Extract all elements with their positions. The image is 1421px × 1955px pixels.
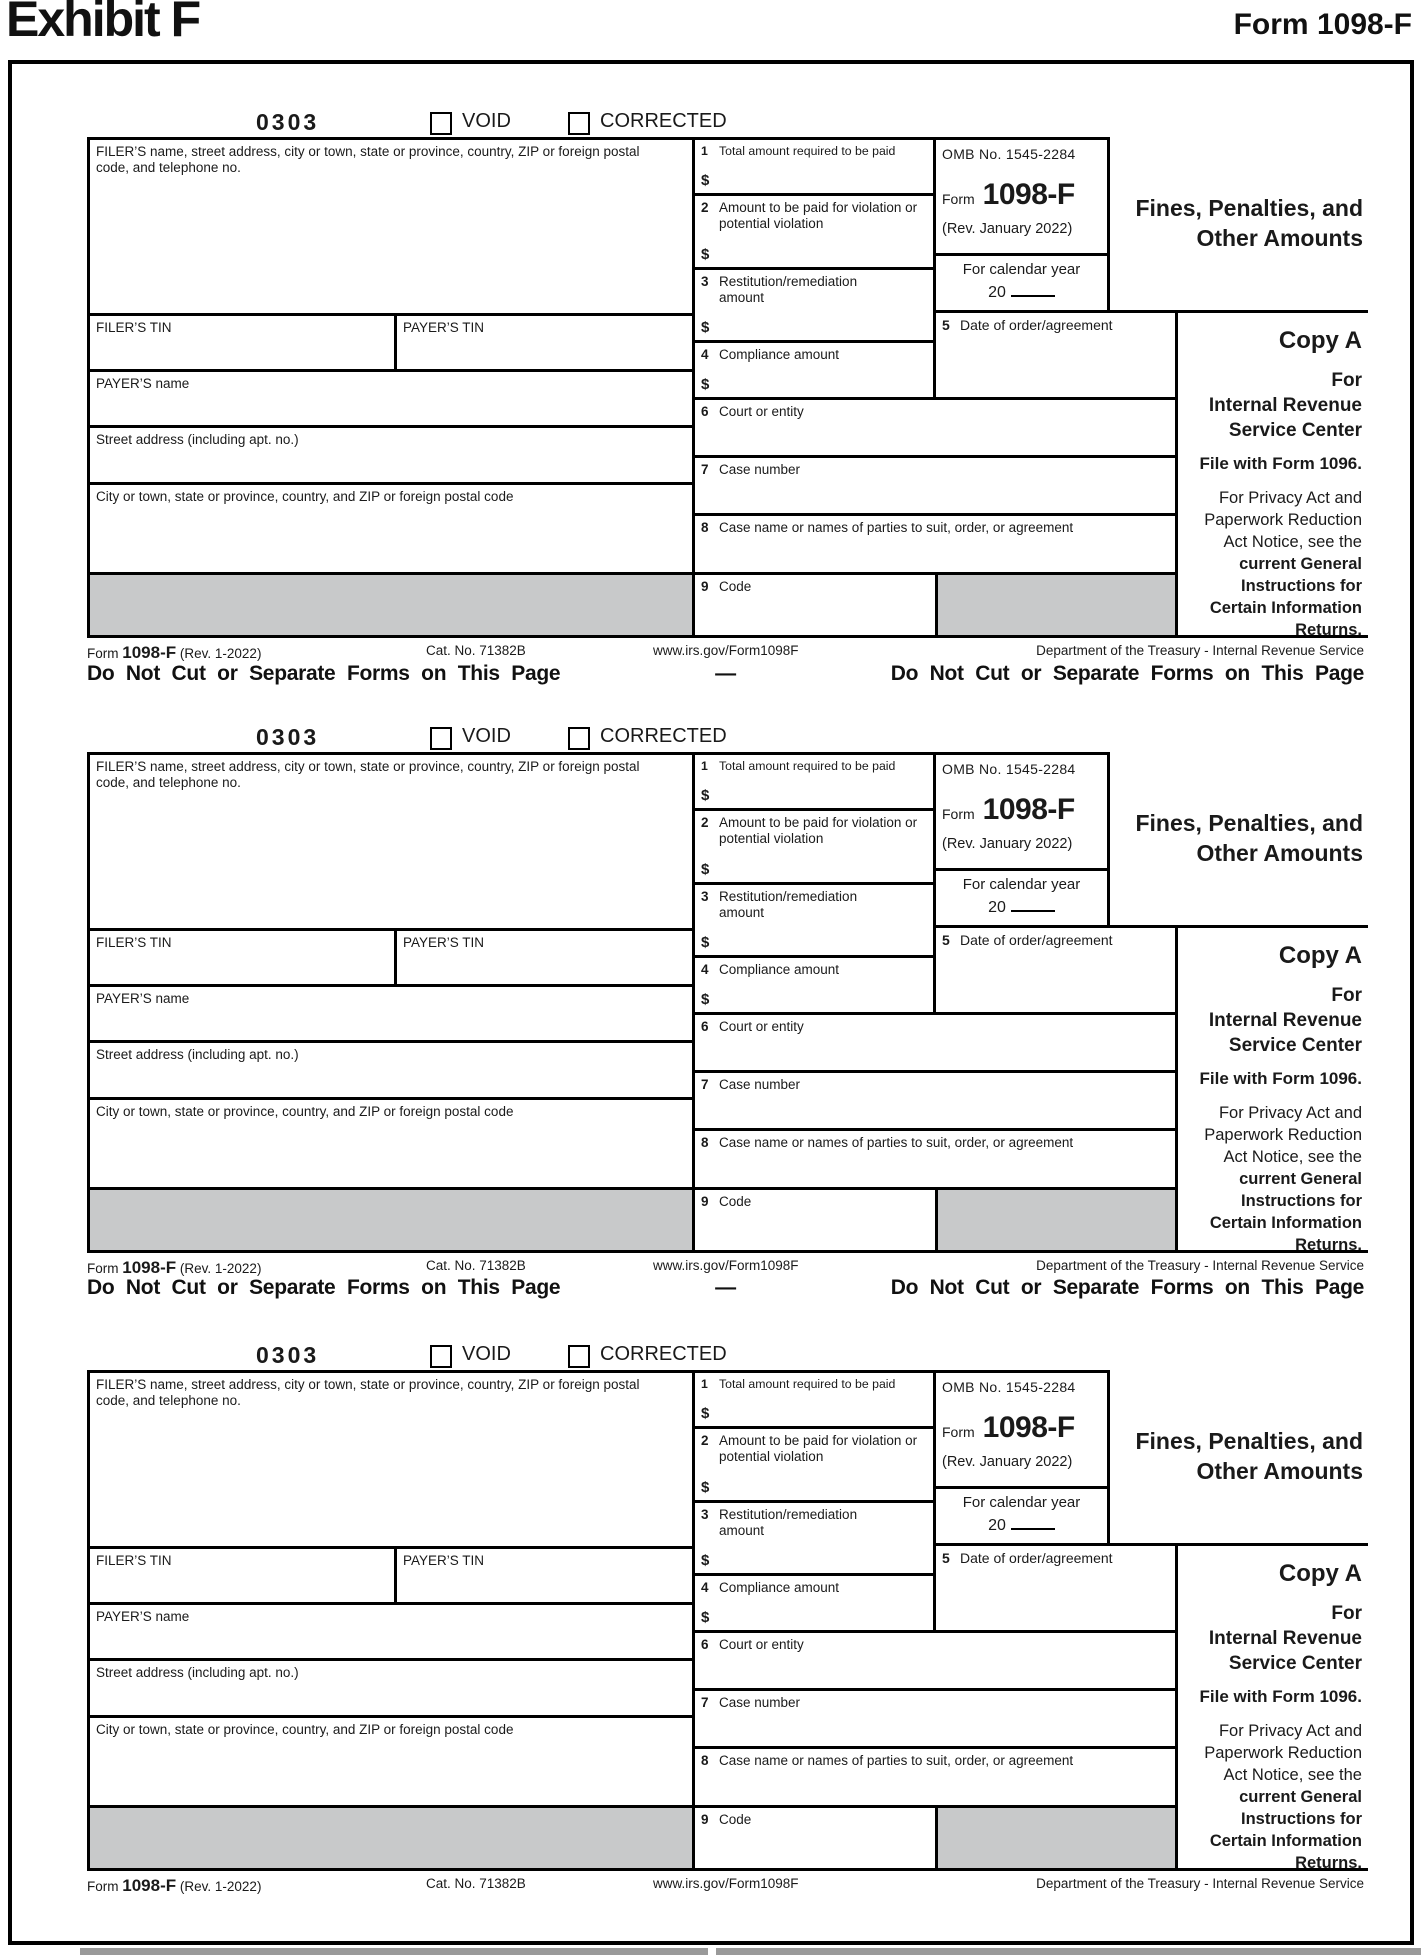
void-label: VOID	[462, 110, 511, 132]
box6-court-field[interactable]	[692, 1012, 1178, 1073]
calendar-year-blank[interactable]	[1011, 1516, 1055, 1530]
irs-url: www.irs.gov/Form1098F	[653, 1258, 799, 1273]
do-not-cut-separator-1	[87, 662, 1364, 690]
box6-label: Court or entity	[719, 1637, 804, 1652]
privacy-act-bold: current General Instructions for Certain Information Returns.	[1209, 555, 1362, 640]
box5-label: Date of order/agreement	[960, 1550, 1113, 1566]
box9-code-field[interactable]	[692, 1805, 938, 1871]
separator-dash: —	[715, 1276, 736, 1299]
box9-code-field[interactable]	[692, 572, 938, 638]
calendar-year-box[interactable]	[933, 868, 1110, 928]
box7-case-number-field[interactable]	[692, 1688, 1178, 1749]
city-state-zip-label: City or town, state or province, country, and ZIP or foreign postal code	[96, 489, 514, 504]
footer-form-id	[87, 1876, 261, 1896]
box1-number: 1	[701, 759, 708, 773]
dollar-sign: $	[701, 376, 710, 394]
city-state-zip-label: City or town, state or province, country, and ZIP or foreign postal code	[96, 1722, 514, 1737]
privacy-act-notice	[1182, 1720, 1362, 1874]
corrected-checkbox[interactable]	[568, 727, 590, 750]
privacy-act-plain: For Privacy Act and Paperwork Reduction Act Notice, see the	[1204, 1722, 1362, 1785]
treasury-department-line: Department of the Treasury - Internal Revenue Service	[1036, 643, 1364, 658]
dollar-sign: $	[701, 1609, 710, 1627]
filer-name-address-label: FILER’S name, street address, city or town, state or province, country, ZIP or foreign postal code, and telephone no.	[96, 144, 640, 175]
form-number: 1098-F	[982, 792, 1075, 826]
form-grid	[87, 1370, 1368, 1871]
dollar-sign: $	[701, 934, 710, 952]
privacy-act-plain: For Privacy Act and Paperwork Reduction Act Notice, see the	[1204, 1104, 1362, 1167]
irs-url: www.irs.gov/Form1098F	[653, 1876, 799, 1891]
box2-number: 2	[701, 200, 709, 215]
box2-violation-amount-field[interactable]	[692, 808, 936, 885]
copy-a-block	[1175, 310, 1368, 638]
city-state-zip-field[interactable]	[87, 1097, 695, 1190]
filer-name-address-label: FILER’S name, street address, city or town, state or province, country, ZIP or foreign postal code, and telephone no.	[96, 759, 640, 790]
calendar-year-box[interactable]	[933, 253, 1110, 313]
payer-name-field[interactable]	[87, 984, 695, 1043]
separator-phrase: Do Not Cut or Separate Forms on This Page	[87, 1276, 561, 1299]
box3-label: Restitution/remediation amount	[719, 1507, 858, 1538]
city-state-zip-label: City or town, state or province, country, and ZIP or foreign postal code	[96, 1104, 514, 1119]
box8-case-name-field[interactable]	[692, 1128, 1178, 1190]
box9-number: 9	[701, 1194, 709, 1209]
payer-tin-field[interactable]	[394, 313, 695, 372]
copy-a-for: For	[1331, 985, 1362, 1007]
box2-label: Amount to be paid for violation or potential violation	[719, 1433, 918, 1464]
form-code-0303: 0303	[256, 724, 320, 750]
dollar-sign: $	[701, 1552, 710, 1570]
revision-date: (Rev. January 2022)	[942, 835, 1073, 852]
footer-form-word: Form	[87, 646, 119, 661]
revision-date: (Rev. January 2022)	[942, 1453, 1073, 1470]
box8-label: Case name or names of parties to suit, order, or agreement	[719, 1135, 1074, 1150]
dollar-sign: $	[701, 1479, 710, 1497]
payer-name-field[interactable]	[87, 1602, 695, 1661]
form-title-fines-penalties	[1083, 193, 1363, 253]
filer-tin-label: FILER’S TIN	[96, 1553, 172, 1568]
box6-number: 6	[701, 404, 709, 419]
box4-label: Compliance amount	[719, 962, 840, 977]
box7-label: Case number	[719, 1695, 801, 1710]
form-masthead: Form 1098-F	[1233, 8, 1412, 41]
privacy-act-plain: For Privacy Act and Paperwork Reduction Act Notice, see the	[1204, 489, 1362, 552]
footer-form-number: 1098-F	[122, 643, 177, 662]
separator-dash: —	[715, 662, 736, 685]
box3-number: 3	[701, 1507, 709, 1522]
form-1098f-copy-2	[0, 700, 1421, 1285]
filer-tin-field[interactable]	[87, 313, 397, 372]
box8-number: 8	[701, 1135, 709, 1150]
box8-label: Case name or names of parties to suit, order, or agreement	[719, 1753, 1074, 1768]
form-word: Form	[942, 1423, 975, 1440]
dollar-sign: $	[701, 991, 710, 1009]
filer-tin-field[interactable]	[87, 1546, 397, 1605]
footer-form-word: Form	[87, 1879, 119, 1894]
privacy-act-notice	[1182, 487, 1362, 641]
privacy-act-bold: current General Instructions for Certain Information Returns.	[1209, 1788, 1362, 1873]
form-title-line1: Fines, Penalties, and	[1135, 1428, 1363, 1454]
box5-number: 5	[942, 932, 950, 948]
box4-label: Compliance amount	[719, 1580, 840, 1595]
box2-violation-amount-field[interactable]	[692, 1426, 936, 1503]
dollar-sign: $	[701, 861, 710, 879]
box9-number: 9	[701, 1812, 709, 1827]
box6-label: Court or entity	[719, 404, 804, 419]
box3-restitution-field[interactable]	[692, 267, 936, 343]
copy-a-irs-line: Internal Revenue	[1208, 1010, 1362, 1032]
privacy-act-notice	[1182, 1102, 1362, 1256]
shaded-cell-left	[87, 1187, 695, 1253]
form-title-line2: Other Amounts	[1196, 840, 1363, 866]
box3-label: Restitution/remediation amount	[719, 274, 858, 305]
copy-a-title: Copy A	[1278, 942, 1362, 969]
box2-label: Amount to be paid for violation or potential violation	[719, 815, 918, 846]
box4-compliance-field[interactable]	[692, 340, 936, 400]
box8-label: Case name or names of parties to suit, order, or agreement	[719, 520, 1074, 535]
copy-a-irs-line: Internal Revenue	[1208, 1628, 1362, 1650]
payer-name-label: PAYER’S name	[96, 991, 190, 1006]
street-address-label: Street address (including apt. no.)	[96, 1665, 299, 1680]
box7-label: Case number	[719, 462, 801, 477]
calendar-year-label: For calendar year	[962, 1494, 1081, 1511]
form-title-fines-penalties	[1083, 1426, 1363, 1486]
dollar-sign: $	[701, 319, 710, 337]
dollar-sign: $	[701, 246, 710, 264]
catalog-number: Cat. No. 71382B	[426, 1876, 526, 1891]
calendar-year-prefix: 20	[988, 283, 1006, 301]
box1-total-amount-field[interactable]	[692, 1370, 936, 1429]
street-address-field[interactable]	[87, 1040, 695, 1100]
form-code-0303: 0303	[256, 109, 320, 135]
treasury-department-line: Department of the Treasury - Internal Revenue Service	[1036, 1258, 1364, 1273]
footer-form-id	[87, 1258, 261, 1278]
form-word: Form	[942, 190, 975, 207]
copy-a-for: For	[1331, 1603, 1362, 1625]
form-word: Form	[942, 805, 975, 822]
box1-total-amount-field[interactable]	[692, 137, 936, 196]
footer-form-number: 1098-F	[122, 1258, 177, 1277]
calendar-year-label: For calendar year	[962, 876, 1081, 893]
copy-a-title: Copy A	[1278, 327, 1362, 354]
scan-edge-artifact	[80, 1948, 708, 1955]
box9-label: Code	[719, 1812, 752, 1827]
box6-court-field[interactable]	[692, 397, 1178, 458]
box4-compliance-field[interactable]	[692, 955, 936, 1015]
filer-tin-label: FILER’S TIN	[96, 935, 172, 950]
payer-name-field[interactable]	[87, 369, 695, 428]
separator-phrase: Do Not Cut or Separate Forms on This Page	[890, 1276, 1364, 1299]
box8-case-name-field[interactable]	[692, 1746, 1178, 1808]
box9-label: Code	[719, 579, 752, 594]
omb-number: OMB No. 1545-2284	[942, 146, 1076, 162]
corrected-label: CORRECTED	[600, 1343, 727, 1365]
payer-tin-field[interactable]	[394, 1546, 695, 1605]
filer-tin-field[interactable]	[87, 928, 397, 987]
form-title-line2: Other Amounts	[1196, 225, 1363, 251]
box4-number: 4	[701, 962, 709, 977]
box6-number: 6	[701, 1637, 709, 1652]
box9-number: 9	[701, 579, 709, 594]
copy-a-block	[1175, 925, 1368, 1253]
calendar-year-prefix: 20	[988, 1516, 1006, 1534]
box6-number: 6	[701, 1019, 709, 1034]
omb-number: OMB No. 1545-2284	[942, 761, 1076, 777]
footer-revision: (Rev. 1-2022)	[179, 1261, 262, 1276]
shaded-cell-left	[87, 572, 695, 638]
box4-label: Compliance amount	[719, 347, 840, 362]
box8-case-name-field[interactable]	[692, 513, 1178, 575]
privacy-act-bold: current General Instructions for Certain Information Returns.	[1209, 1170, 1362, 1255]
exhibit-title: Exhibit F	[6, 0, 200, 47]
payer-tin-field[interactable]	[394, 928, 695, 987]
separator-phrase: Do Not Cut or Separate Forms on This Page	[87, 662, 561, 685]
void-checkbox[interactable]	[430, 112, 452, 135]
copy-a-for: For	[1331, 370, 1362, 392]
box7-case-number-field[interactable]	[692, 455, 1178, 516]
form-code-0303: 0303	[256, 1342, 320, 1368]
city-state-zip-field[interactable]	[87, 1715, 695, 1808]
footer-revision: (Rev. 1-2022)	[179, 646, 262, 661]
box2-number: 2	[701, 815, 709, 830]
payer-tin-label: PAYER’S TIN	[403, 1553, 485, 1568]
box7-number: 7	[701, 1077, 709, 1092]
box8-number: 8	[701, 520, 709, 535]
box7-case-number-field[interactable]	[692, 1070, 1178, 1131]
box4-number: 4	[701, 347, 709, 362]
box2-violation-amount-field[interactable]	[692, 193, 936, 270]
copy-a-irs-line: Service Center	[1228, 1653, 1362, 1675]
box2-number: 2	[701, 1433, 709, 1448]
dollar-sign: $	[701, 1405, 710, 1423]
calendar-year-box[interactable]	[933, 1486, 1110, 1546]
treasury-department-line: Department of the Treasury - Internal Revenue Service	[1036, 1876, 1364, 1891]
box5-label: Date of order/agreement	[960, 932, 1113, 948]
copy-a-irs-line: Internal Revenue	[1208, 395, 1362, 417]
box5-date-field[interactable]	[933, 310, 1178, 400]
irs-url: www.irs.gov/Form1098F	[653, 643, 799, 658]
calendar-year-blank[interactable]	[1011, 283, 1055, 297]
void-checkbox[interactable]	[430, 727, 452, 750]
box3-label: Restitution/remediation amount	[719, 889, 858, 920]
box3-number: 3	[701, 889, 709, 904]
omb-number: OMB No. 1545-2284	[942, 1379, 1076, 1395]
payer-tin-label: PAYER’S TIN	[403, 935, 485, 950]
form-title-line1: Fines, Penalties, and	[1135, 195, 1363, 221]
file-with-form-1096: File with Form 1096.	[1199, 1687, 1362, 1707]
box5-date-field[interactable]	[933, 1543, 1178, 1633]
catalog-number: Cat. No. 71382B	[426, 643, 526, 658]
box1-label: Total amount required to be paid	[719, 144, 896, 158]
file-with-form-1096: File with Form 1096.	[1199, 1069, 1362, 1089]
form-title-line2: Other Amounts	[1196, 1458, 1363, 1484]
footer-revision: (Rev. 1-2022)	[179, 1879, 262, 1894]
form-1098f-copy-1	[0, 85, 1421, 670]
box5-date-field[interactable]	[933, 925, 1178, 1015]
box1-number: 1	[701, 144, 708, 158]
calendar-year-prefix: 20	[988, 898, 1006, 916]
copy-a-block	[1175, 1543, 1368, 1871]
street-address-field[interactable]	[87, 1658, 695, 1718]
box5-number: 5	[942, 1550, 950, 1566]
box5-label: Date of order/agreement	[960, 317, 1113, 333]
box8-number: 8	[701, 1753, 709, 1768]
corrected-checkbox[interactable]	[568, 112, 590, 135]
filer-tin-label: FILER’S TIN	[96, 320, 172, 335]
filer-name-address-field[interactable]	[87, 1370, 695, 1549]
shaded-cell-left	[87, 1805, 695, 1871]
filer-name-address-label: FILER’S name, street address, city or town, state or province, country, ZIP or foreign postal code, and telephone no.	[96, 1377, 640, 1408]
form-number: 1098-F	[982, 177, 1075, 211]
payer-tin-label: PAYER’S TIN	[403, 320, 485, 335]
shaded-cell-right	[935, 1805, 1178, 1871]
catalog-number: Cat. No. 71382B	[426, 1258, 526, 1273]
form-grid	[87, 752, 1368, 1253]
file-with-form-1096: File with Form 1096.	[1199, 454, 1362, 474]
copy-a-title: Copy A	[1278, 1560, 1362, 1587]
box7-label: Case number	[719, 1077, 801, 1092]
footer-form-id	[87, 643, 261, 663]
void-label: VOID	[462, 1343, 511, 1365]
shaded-cell-right	[935, 572, 1178, 638]
footer-form-number: 1098-F	[122, 1876, 177, 1895]
box1-number: 1	[701, 1377, 708, 1391]
do-not-cut-separator-2	[87, 1276, 1364, 1304]
box4-number: 4	[701, 1580, 709, 1595]
shaded-cell-right	[935, 1187, 1178, 1253]
box7-number: 7	[701, 462, 709, 477]
box6-label: Court or entity	[719, 1019, 804, 1034]
form-grid	[87, 137, 1368, 638]
form-number: 1098-F	[982, 1410, 1075, 1444]
payer-name-label: PAYER’S name	[96, 376, 190, 391]
street-address-label: Street address (including apt. no.)	[96, 432, 299, 447]
copy-a-irs-line: Service Center	[1228, 1035, 1362, 1057]
form-1098f-copy-3	[0, 1318, 1421, 1903]
footer-form-word: Form	[87, 1261, 119, 1276]
void-label: VOID	[462, 725, 511, 747]
box1-label: Total amount required to be paid	[719, 759, 896, 773]
revision-date: (Rev. January 2022)	[942, 220, 1073, 237]
street-address-label: Street address (including apt. no.)	[96, 1047, 299, 1062]
box4-compliance-field[interactable]	[692, 1573, 936, 1633]
box3-restitution-field[interactable]	[692, 1500, 936, 1576]
city-state-zip-field[interactable]	[87, 482, 695, 575]
box3-restitution-field[interactable]	[692, 882, 936, 958]
box2-label: Amount to be paid for violation or potential violation	[719, 200, 918, 231]
calendar-year-label: For calendar year	[962, 261, 1081, 278]
corrected-label: CORRECTED	[600, 725, 727, 747]
box7-number: 7	[701, 1695, 709, 1710]
corrected-label: CORRECTED	[600, 110, 727, 132]
box1-total-amount-field[interactable]	[692, 752, 936, 811]
form-title-fines-penalties	[1083, 808, 1363, 868]
copy-a-irs-line: Service Center	[1228, 420, 1362, 442]
box3-number: 3	[701, 274, 709, 289]
box9-label: Code	[719, 1194, 752, 1209]
filer-name-address-field[interactable]	[87, 137, 695, 316]
payer-name-label: PAYER’S name	[96, 1609, 190, 1624]
scan-edge-artifact	[716, 1948, 1421, 1955]
separator-phrase: Do Not Cut or Separate Forms on This Page	[890, 662, 1364, 685]
dollar-sign: $	[701, 172, 710, 190]
void-checkbox[interactable]	[430, 1345, 452, 1368]
box9-code-field[interactable]	[692, 1187, 938, 1253]
box6-court-field[interactable]	[692, 1630, 1178, 1691]
corrected-checkbox[interactable]	[568, 1345, 590, 1368]
box1-label: Total amount required to be paid	[719, 1377, 896, 1391]
form-footer	[87, 1874, 1364, 1898]
filer-name-address-field[interactable]	[87, 752, 695, 931]
box5-number: 5	[942, 317, 950, 333]
form-title-line1: Fines, Penalties, and	[1135, 810, 1363, 836]
street-address-field[interactable]	[87, 425, 695, 485]
calendar-year-blank[interactable]	[1011, 898, 1055, 912]
dollar-sign: $	[701, 787, 710, 805]
